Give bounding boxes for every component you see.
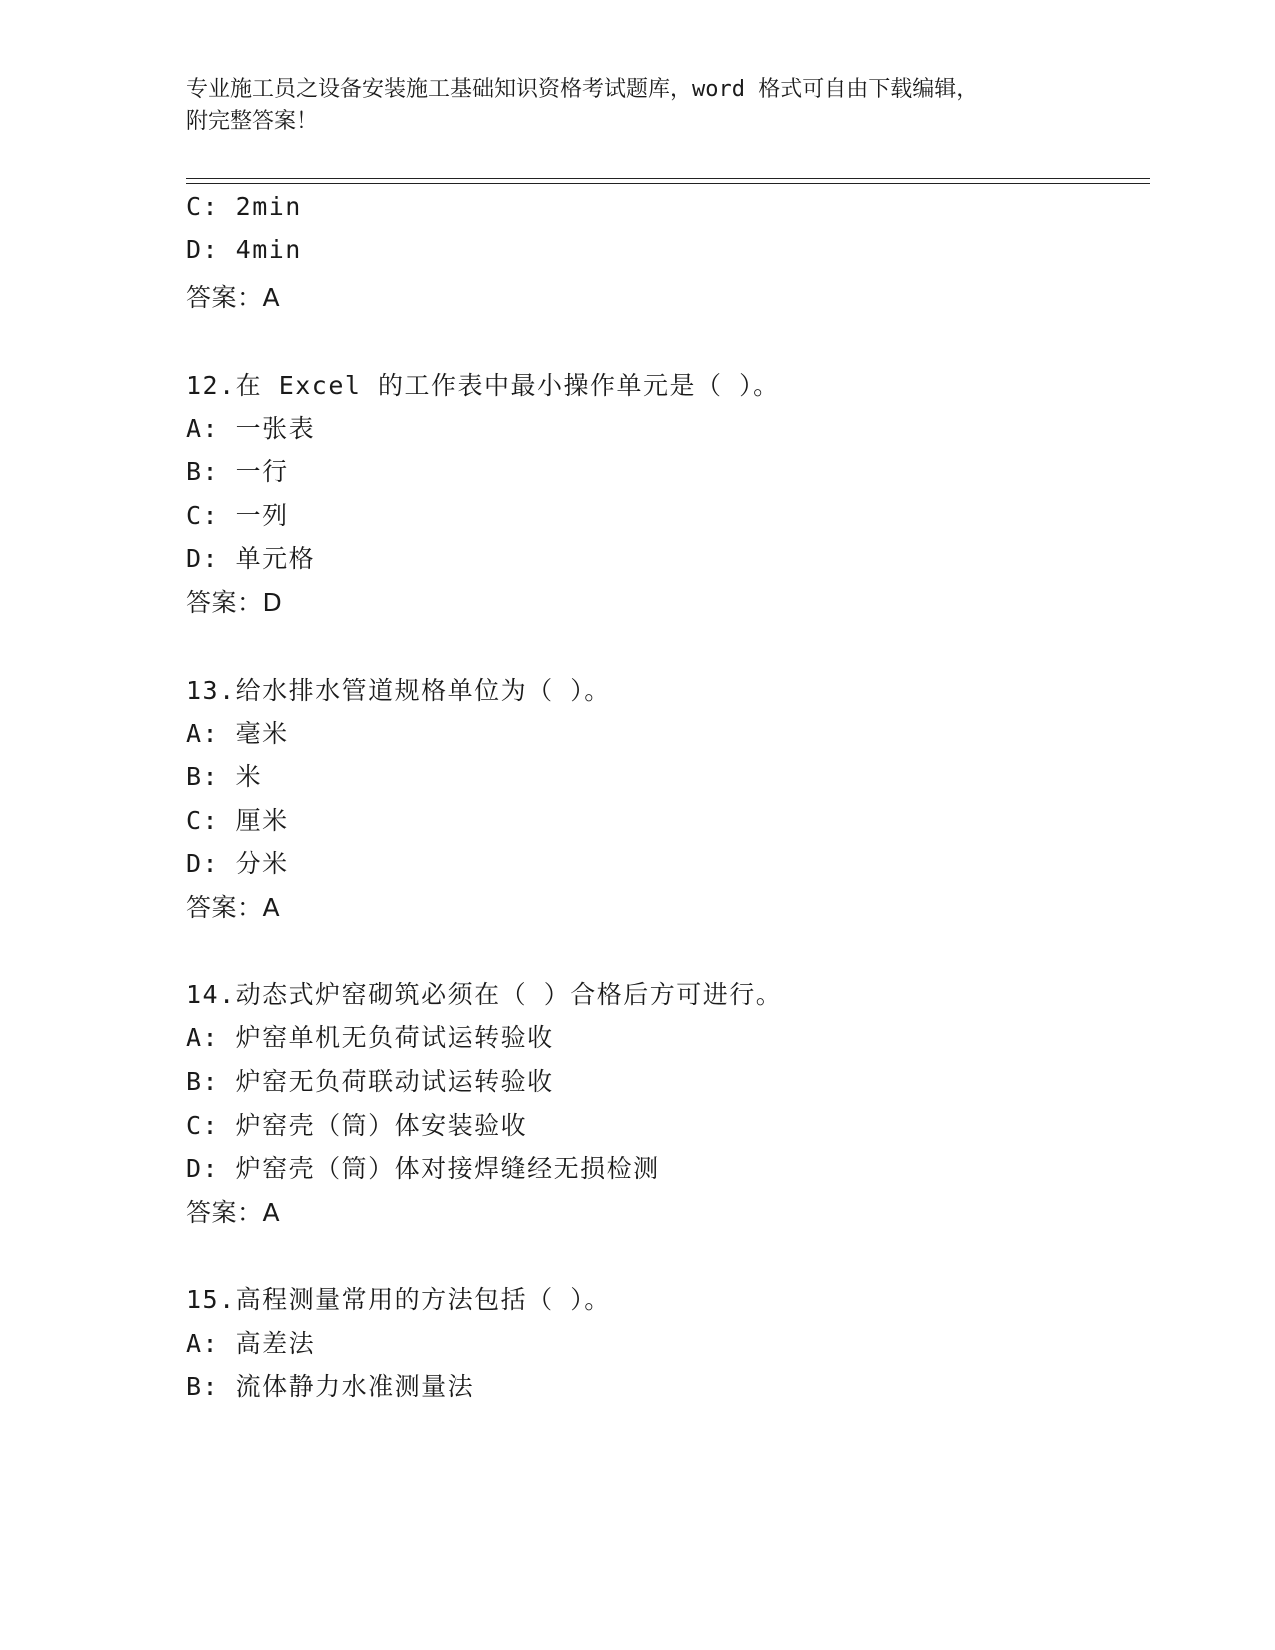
answer-line: 答案：A <box>186 1198 281 1227</box>
option-c: C: 厘米 <box>186 806 289 835</box>
header-line-1: 专业施工员之设备安装施工基础知识资格考试题库，word 格式可自由下载编辑， <box>186 77 979 102</box>
option-c: C: 炉窑壳（筒）体安装验收 <box>186 1111 528 1140</box>
option-c: C: 2min <box>186 192 302 221</box>
option-d: D: 炉窑壳（筒）体对接焊缝经无损检测 <box>186 1154 660 1183</box>
option-a: A: 毫米 <box>186 719 289 748</box>
option-a: A: 高差法 <box>186 1329 316 1358</box>
option-b: B: 米 <box>186 762 263 791</box>
header-line-2: 附完整答案！ <box>186 109 319 134</box>
option-b: B: 一行 <box>186 457 289 486</box>
header-rule-top <box>186 178 1150 179</box>
answer-line: 答案：D <box>186 588 283 617</box>
option-d: D: 分米 <box>186 849 289 878</box>
document-header <box>186 74 1066 138</box>
option-d: D: 单元格 <box>186 544 316 573</box>
option-a: A: 炉窑单机无负荷试运转验收 <box>186 1023 554 1052</box>
header-rule-bottom <box>186 183 1150 184</box>
option-d: D: 4min <box>186 235 302 264</box>
option-a: A: 一张表 <box>186 414 316 443</box>
question-stem: 13.给水排水管道规格单位为（ ）。 <box>186 676 611 705</box>
option-b: B: 炉窑无负荷联动试运转验收 <box>186 1067 554 1096</box>
option-b: B: 流体静力水准测量法 <box>186 1372 475 1401</box>
question-stem: 15.高程测量常用的方法包括（ ）。 <box>186 1285 611 1314</box>
option-c: C: 一列 <box>186 501 289 530</box>
question-stem: 14.动态式炉窑砌筑必须在（ ）合格后方可进行。 <box>186 980 783 1009</box>
answer-line: 答案：A <box>186 893 281 922</box>
answer-line: 答案：A <box>186 283 281 312</box>
question-stem: 12.在 Excel 的工作表中最小操作单元是（ ）。 <box>186 371 780 400</box>
